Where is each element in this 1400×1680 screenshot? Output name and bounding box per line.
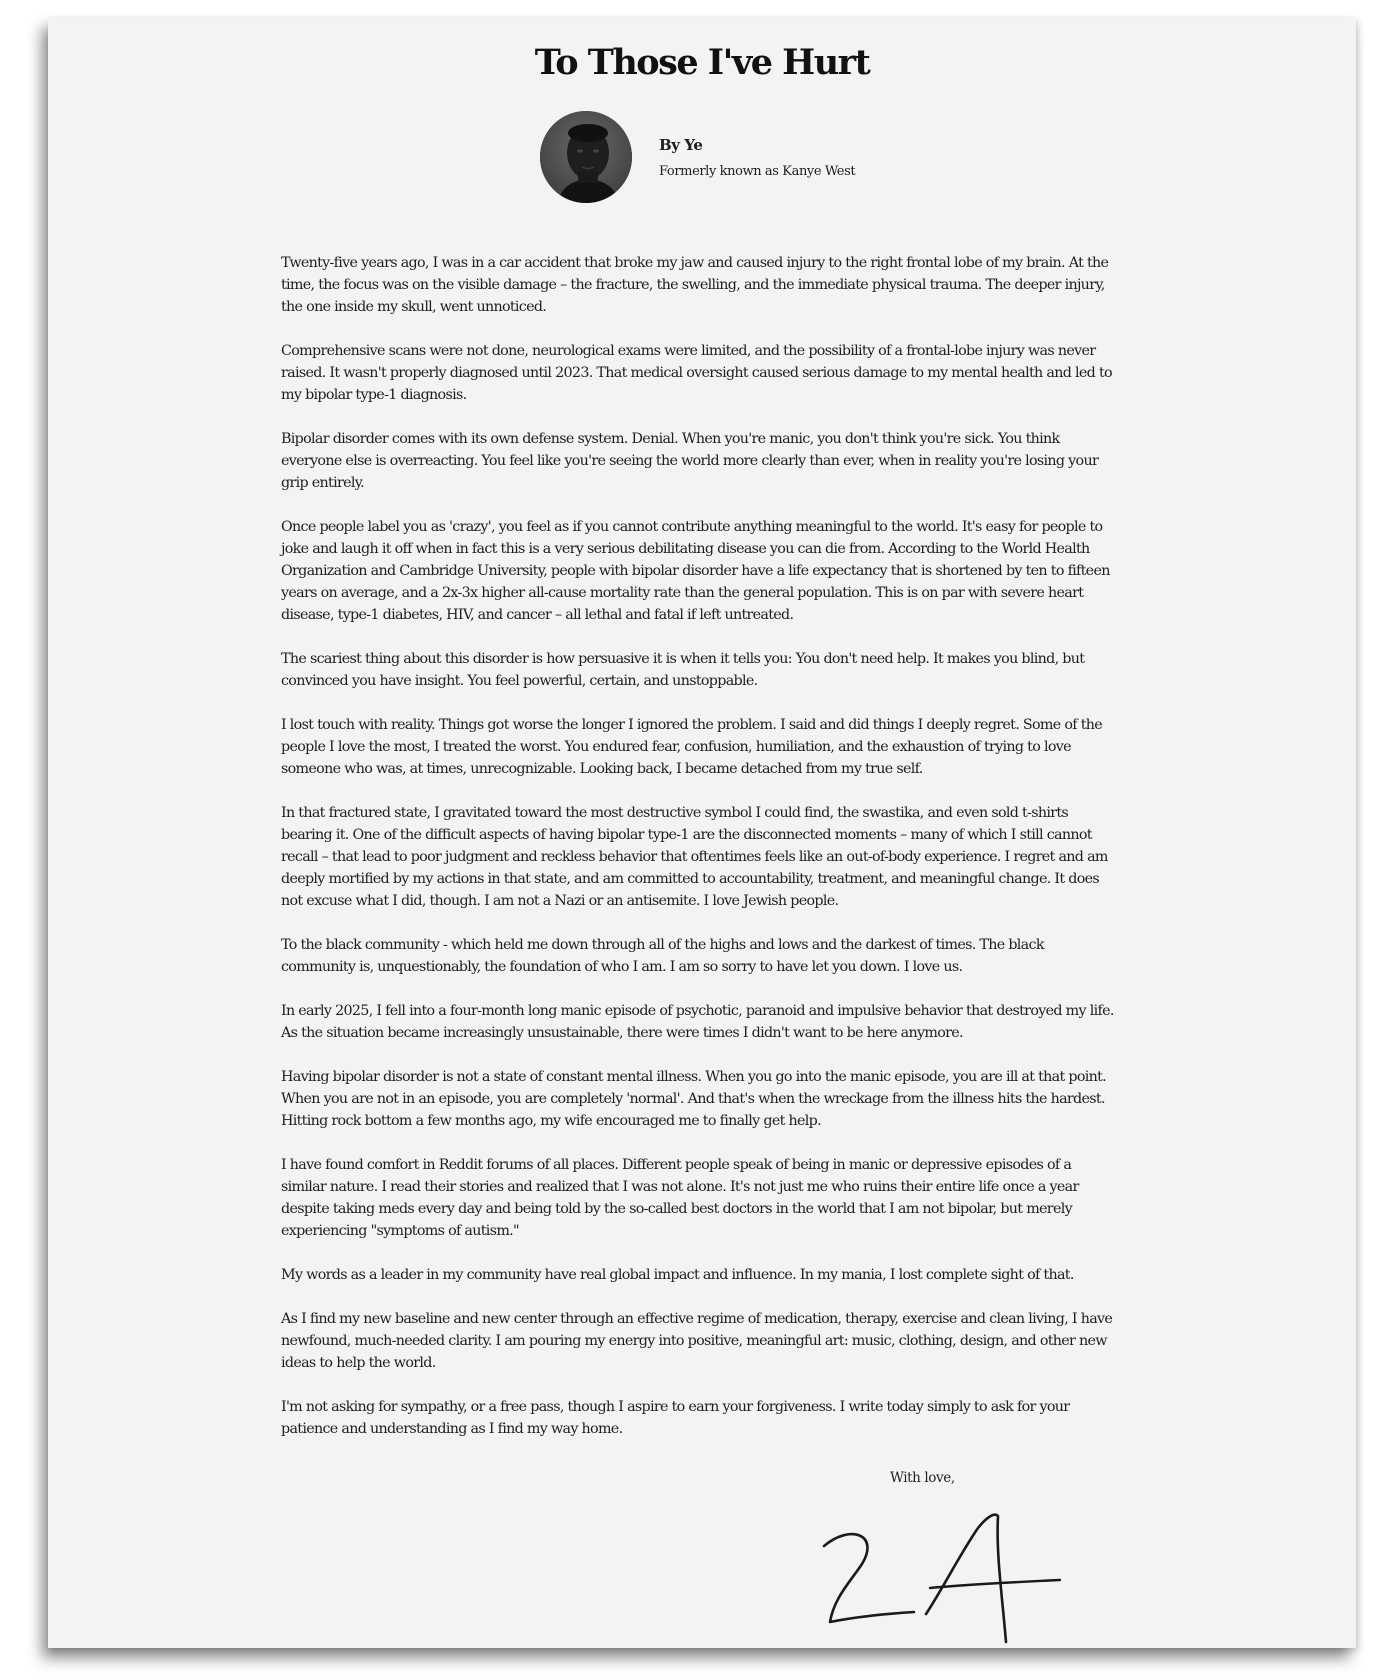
- paragraph: In early 2025, I fell into a four-month long manic episode of psychotic, paranoid and impulsive behavior that destroyed my life. As the situation became increasingly unsustainable, there were times I didn't want to be here anymore.: [281, 1003, 1114, 1041]
- author-info: [659, 136, 855, 179]
- paragraph: Having bipolar disorder is not a state of constant mental illness. When you go into the manic episode, you are ill at that point. When you are not in an episode, you are completely 'normal'. And that's when the wreckage from the illness hits the hardest. Hitting rock bottom a few months ago, my wife encouraged me to finally get help.: [281, 1069, 1107, 1129]
- letter-page: [48, 18, 1356, 1648]
- author-subtitle: Formerly known as Kanye West: [659, 163, 856, 179]
- paragraph: Once people label you as 'crazy', you feel as if you cannot contribute anything meaningful to the world. It's easy for people to joke and laugh it off when in fact this is a very serious debilitating disease you can die from. According to the World Health Organization and Cambridge University, people with bipolar disorder have a life expectancy that is shortened by ten to fifteen years on average, and a 2x-3x higher all-cause mortality rate than the general population. This is on par with severe heart disease, type-1 diabetes, HIV, and cancer – all lethal and fatal if left untreated.: [281, 519, 1110, 623]
- paragraph: I'm not asking for sympathy, or a free pass, though I aspire to earn your forgiveness. I write today simply to ask for your patience and understanding as I find my way home.: [281, 1399, 1070, 1437]
- letter-body: [281, 252, 1117, 1462]
- paragraph: As I find my new baseline and new center through an effective regime of medication, therapy, exercise and clean living, I have newfound, much-needed clarity. I am pouring my energy into positive, meaningful art: music, clothing, design, and other new ideas to help the world.: [281, 1311, 1113, 1371]
- handwritten-signature-icon: [810, 1494, 1070, 1644]
- paragraph: My words as a leader in my community have real global impact and influence. In my mania, I lost complete sight of that.: [281, 1267, 1074, 1283]
- author-name: By Ye: [659, 135, 703, 154]
- paragraph: Twenty-five years ago, I was in a car accident that broke my jaw and caused injury to the right frontal lobe of my brain. At the time, the focus was on the visible damage – the fracture, the swelling, and the immediate physical trauma. The deeper injury, the one inside my skull, went unnoticed.: [281, 255, 1109, 315]
- author-avatar: [540, 111, 632, 203]
- paragraph: I have found comfort in Reddit forums of all places. Different people speak of being in manic or depressive episodes of a similar nature. I read their stories and realized that I was not alone. It's not just me who ruins their entire life once a year despite taking meds every day and being told by the so-called best doctors in the world that I am not bipolar, but merely experiencing "symptoms of autism.": [281, 1157, 1079, 1239]
- paragraph: To the black community - which held me down through all of the highs and lows and the darkest of times. The black community is, unquestionably, the foundation of who I am. I am so sorry to have let you down. I love us.: [281, 937, 1044, 975]
- closing-line: With love,: [890, 1470, 955, 1486]
- paragraph: I lost touch with reality. Things got worse the longer I ignored the problem. I said and did things I deeply regret. Some of the people I love the most, I treated the worst. You endured fear, confusion, humiliation, and the exhaustion of trying to love someone who was, at times, unrecognizable. Looking back, I became detached from my true self.: [281, 717, 1103, 777]
- paragraph: Comprehensive scans were not done, neurological exams were limited, and the possibility of a frontal-lobe injury was never raised. It wasn't properly diagnosed until 2023. That medical oversight caused serious damage to my mental health and led to my bipolar type-1 diagnosis.: [281, 343, 1112, 403]
- letter-title: To Those I've Hurt: [534, 42, 870, 83]
- paragraph: The scariest thing about this disorder is how persuasive it is when it tells you: You don't need help. It makes you blind, but convinced you have insight. You feel powerful, certain, and unstoppable.: [281, 651, 1085, 689]
- paragraph: In that fractured state, I gravitated toward the most destructive symbol I could find, the swastika, and even sold t-shirts bearing it. One of the difficult aspects of having bipolar type-1 are the disconnected moments – many of which I still cannot recall – that lead to poor judgment and reckless behavior that oftentimes feels like an out-of-body experience. I regret and am deeply mortified by my actions in that state, and am committed to accountability, treatment, and meaningful change. It does not excuse what I did, though. I am not a Nazi or an antisemite. I love Jewish people.: [281, 805, 1108, 909]
- author-portrait-icon: [540, 111, 632, 203]
- author-byline: [540, 110, 855, 204]
- paragraph: Bipolar disorder comes with its own defense system. Denial. When you're manic, you don't think you're sick. You think everyone else is overreacting. You feel like you're seeing the world more clearly than ever, when in reality you're losing your grip entirely.: [281, 431, 1099, 491]
